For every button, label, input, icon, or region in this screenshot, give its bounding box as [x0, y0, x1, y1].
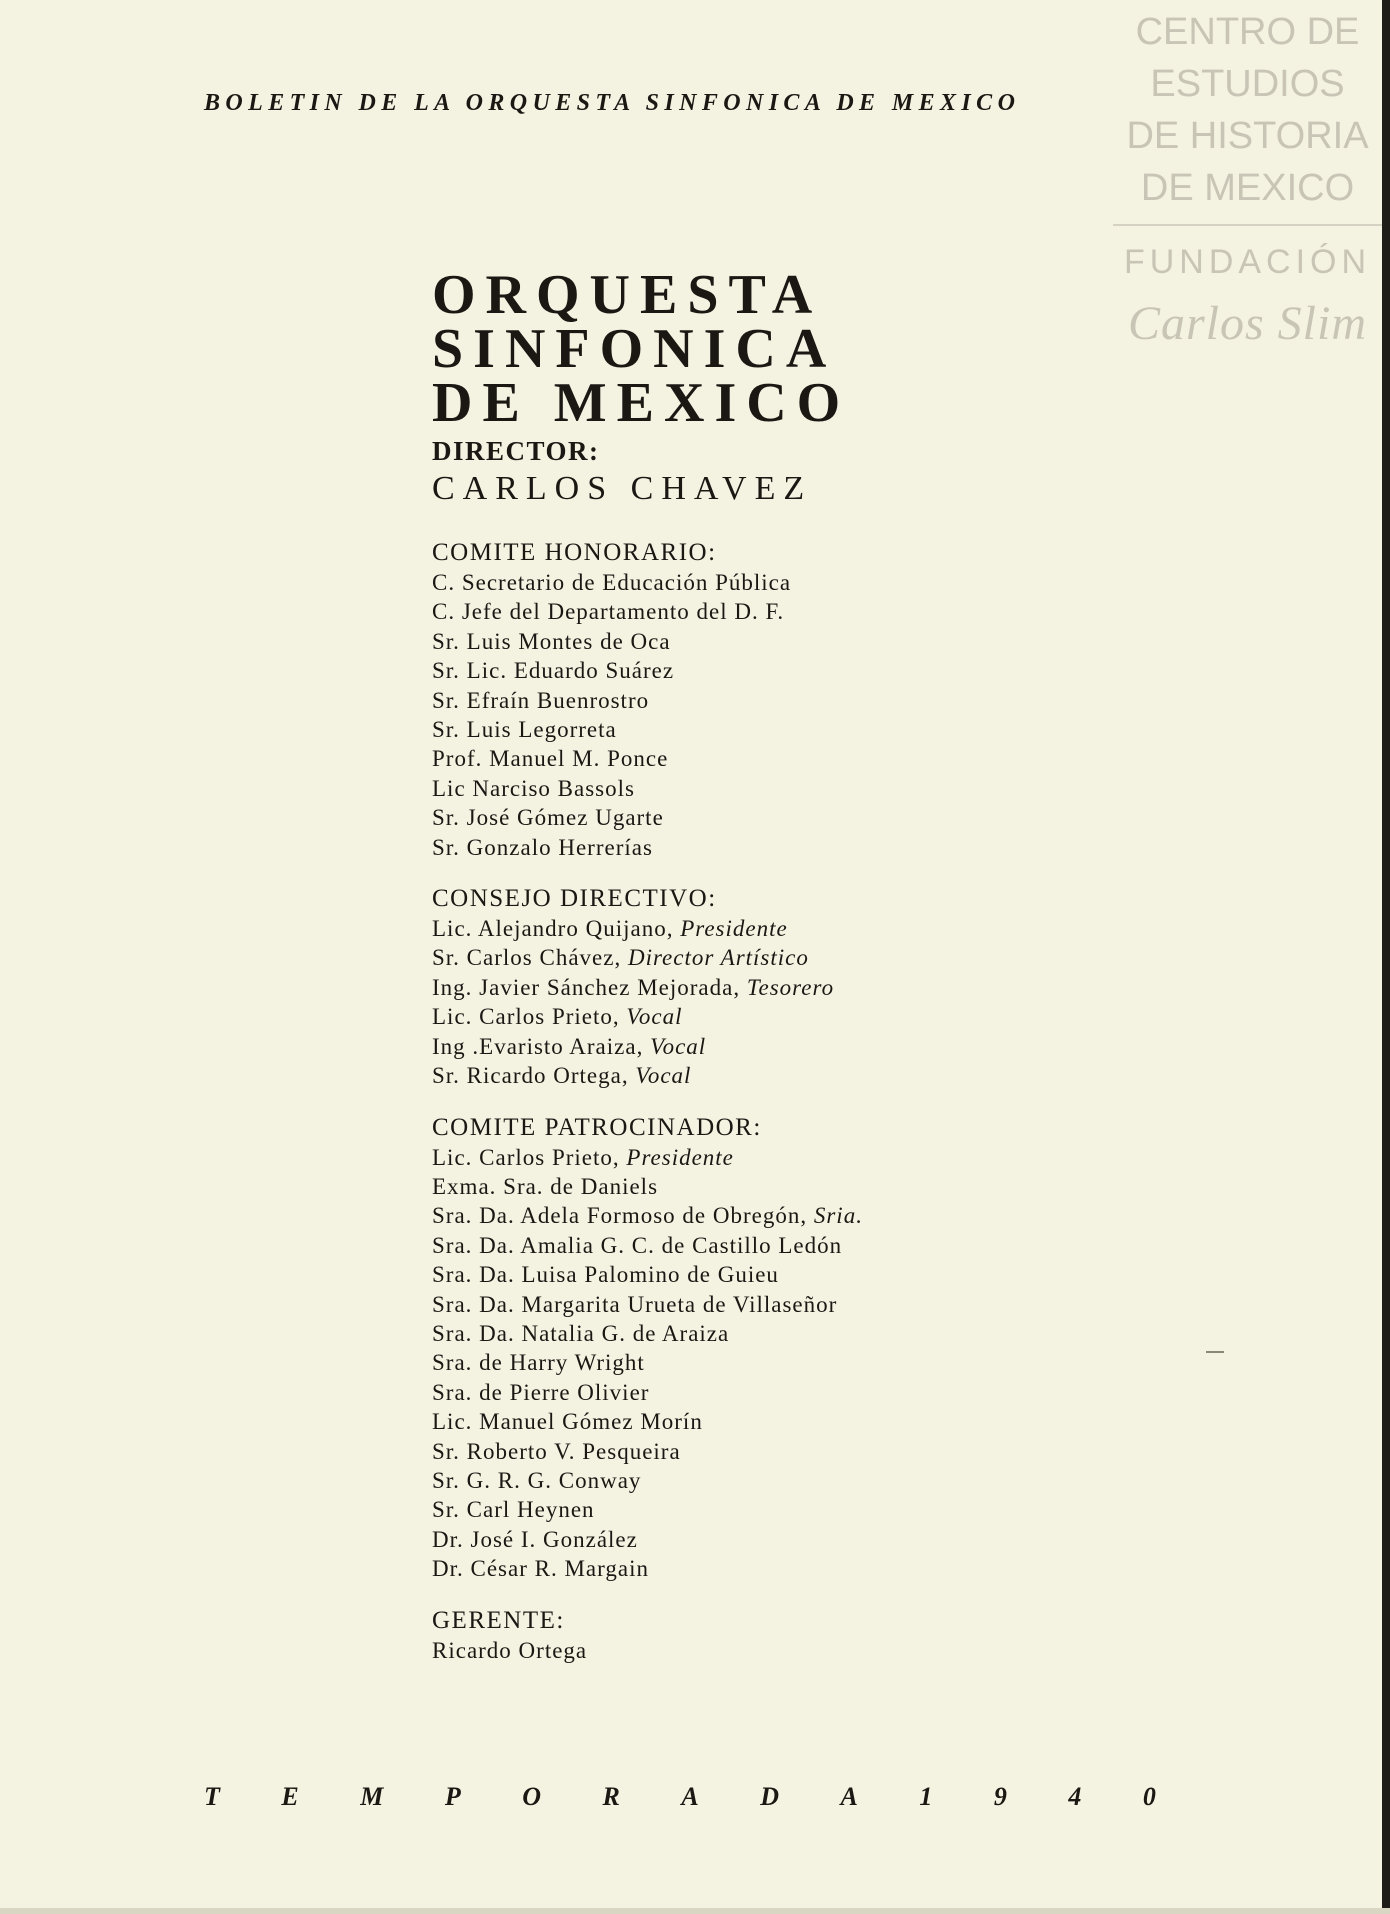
section-heading: COMITE PATROCINADOR: — [432, 1113, 762, 1141]
page-title-line: DE MEXICO — [432, 372, 851, 434]
member-name: Sr. Gonzalo Herrerías — [432, 834, 653, 860]
list-item — [432, 1466, 1152, 1495]
footer-letter: 1 — [919, 1782, 933, 1811]
watermark-line: DE HISTORIA — [1126, 115, 1369, 157]
member-name: Sr. Luis Montes de Oca — [432, 628, 671, 654]
page-title-line: SINFONICA — [432, 318, 837, 380]
footer-letter: A — [681, 1782, 699, 1811]
footer-letter: O — [522, 1782, 542, 1811]
member-role: Vocal — [635, 1063, 692, 1089]
comite-patrocinador-section — [432, 1113, 1152, 1584]
list-item — [432, 973, 1152, 1002]
margin-mark — [1206, 1351, 1224, 1353]
member-role: Sria. — [813, 1203, 863, 1229]
member-name: Sra. Da. Margarita Urueta de Villaseñor — [432, 1291, 838, 1317]
main-content — [432, 264, 1152, 1665]
watermark-line: ESTUDIOS — [1150, 63, 1345, 105]
member-role: Vocal — [650, 1033, 707, 1059]
section-heading: COMITE HONORARIO: — [432, 539, 717, 566]
list-item — [432, 803, 1152, 832]
member-name: Sra. Da. Amalia G. C. de Castillo Ledón — [432, 1232, 843, 1258]
member-name: Sra. Da. Natalia G. de Araiza — [432, 1320, 730, 1346]
member-name: Sr. Roberto V. Pesqueira — [432, 1438, 681, 1464]
list-item — [432, 1437, 1152, 1466]
list-item — [432, 1201, 1152, 1230]
director-name: CARLOS CHAVEZ — [432, 470, 813, 507]
gerente-name: Ricardo Ortega — [432, 1637, 588, 1663]
member-name: Sra. Da. Adela Formoso de Obregón, — [432, 1203, 808, 1229]
member-name: Lic. Alejandro Quijano, — [432, 916, 674, 942]
member-name: Sr. Lic. Eduardo Suárez — [432, 658, 675, 684]
member-name: Sr. Carl Heynen — [432, 1497, 595, 1523]
list-item — [432, 1554, 1152, 1583]
footer-letter: 9 — [993, 1782, 1007, 1811]
list-item — [432, 1407, 1152, 1436]
list-item — [432, 1525, 1152, 1554]
list-item — [432, 943, 1152, 972]
footer-letter: P — [444, 1782, 461, 1811]
list-item — [432, 686, 1152, 715]
watermark-foundation: FUNDACIÓN — [1123, 243, 1372, 281]
list-item — [432, 1348, 1152, 1377]
director-label: DIRECTOR: — [432, 436, 600, 466]
member-role: Tesorero — [746, 974, 835, 1000]
member-name: Sr. José Gómez Ugarte — [432, 805, 664, 831]
list-item — [432, 627, 1152, 656]
member-name: Sra. de Pierre Olivier — [432, 1379, 650, 1405]
watermark-line: DE MEXICO — [1140, 167, 1355, 209]
member-list — [432, 1143, 1152, 1584]
footer-letter: D — [760, 1782, 779, 1811]
member-role: Director Artístico — [627, 945, 809, 971]
member-name: C. Secretario de Educación Pública — [432, 570, 792, 595]
member-name: Lic. Carlos Prieto, — [432, 1004, 620, 1030]
section-heading: CONSEJO DIRECTIVO: — [432, 885, 717, 913]
member-name: Sr. G. R. G. Conway — [432, 1467, 642, 1493]
page-edge — [0, 1908, 1390, 1914]
list-item — [432, 1378, 1152, 1407]
list-item — [432, 914, 1152, 943]
consejo-directivo-section — [432, 884, 1152, 1090]
member-name: Ing .Evaristo Araiza, — [432, 1033, 644, 1059]
list-item — [432, 774, 1152, 803]
member-list — [432, 568, 1152, 862]
member-name: Lic. Manuel Gómez Morín — [432, 1409, 703, 1435]
list-item — [432, 597, 1152, 626]
list-item — [432, 1290, 1152, 1319]
member-list — [432, 914, 1152, 1090]
list-item — [432, 568, 1152, 597]
footer-letter: A — [840, 1782, 858, 1811]
list-item — [432, 744, 1152, 773]
list-item — [432, 1319, 1152, 1348]
member-role: Presidente — [626, 1144, 734, 1170]
member-name: Prof. Manuel M. Ponce — [432, 746, 669, 772]
member-name: Exma. Sra. de Daniels — [432, 1173, 659, 1199]
page-edge — [1382, 0, 1390, 1914]
member-name: Sra. Da. Luisa Palomino de Guieu — [432, 1262, 779, 1288]
footer-letter: E — [281, 1782, 299, 1811]
member-role: Presidente — [680, 916, 788, 942]
list-item — [432, 1172, 1152, 1201]
footer-letter: 0 — [1142, 1782, 1156, 1811]
footer-letter: T — [204, 1782, 220, 1811]
comite-honorario-section — [432, 538, 1152, 862]
list-item — [432, 715, 1152, 744]
watermark-divider — [1113, 224, 1390, 226]
page-title-line: ORQUESTA — [432, 264, 823, 326]
list-item — [432, 656, 1152, 685]
list-item — [432, 1260, 1152, 1289]
list-item — [432, 1495, 1152, 1524]
season-footer — [204, 1782, 1156, 1812]
member-name: Lic Narciso Bassols — [432, 775, 635, 801]
member-name: Lic. Carlos Prieto, — [432, 1144, 620, 1170]
section-heading: GERENTE: — [432, 1606, 565, 1634]
member-name: Sr. Efraín Buenrostro — [432, 687, 650, 713]
member-name: C. Jefe del Departamento del D. F. — [432, 599, 785, 625]
list-item — [432, 1231, 1152, 1260]
member-name: Dr. César R. Margain — [432, 1556, 649, 1582]
member-name: Sr. Ricardo Ortega, — [432, 1063, 629, 1089]
member-name: Sr. Carlos Chávez, — [432, 945, 622, 971]
member-name: Ing. Javier Sánchez Mejorada, — [432, 974, 741, 1000]
member-name: Sr. Luis Legorreta — [432, 717, 617, 743]
footer-letter: 4 — [1068, 1782, 1082, 1811]
footer-letter: M — [360, 1782, 384, 1811]
list-item — [432, 1143, 1152, 1172]
list-item — [432, 1032, 1152, 1061]
member-name: Sra. de Harry Wright — [432, 1350, 645, 1376]
list-item — [432, 833, 1152, 862]
gerente-section — [432, 1606, 1152, 1665]
list-item — [432, 1002, 1152, 1031]
watermark-line: CENTRO DE — [1135, 11, 1360, 53]
member-name: Dr. José I. González — [432, 1526, 638, 1552]
running-head: BOLETIN DE LA ORQUESTA SINFONICA DE MEXICO — [204, 90, 1021, 116]
list-item — [432, 1061, 1152, 1090]
member-role: Vocal — [626, 1004, 683, 1030]
footer-letter: R — [602, 1782, 620, 1811]
watermark-signature: Carlos Slim — [1127, 297, 1368, 350]
